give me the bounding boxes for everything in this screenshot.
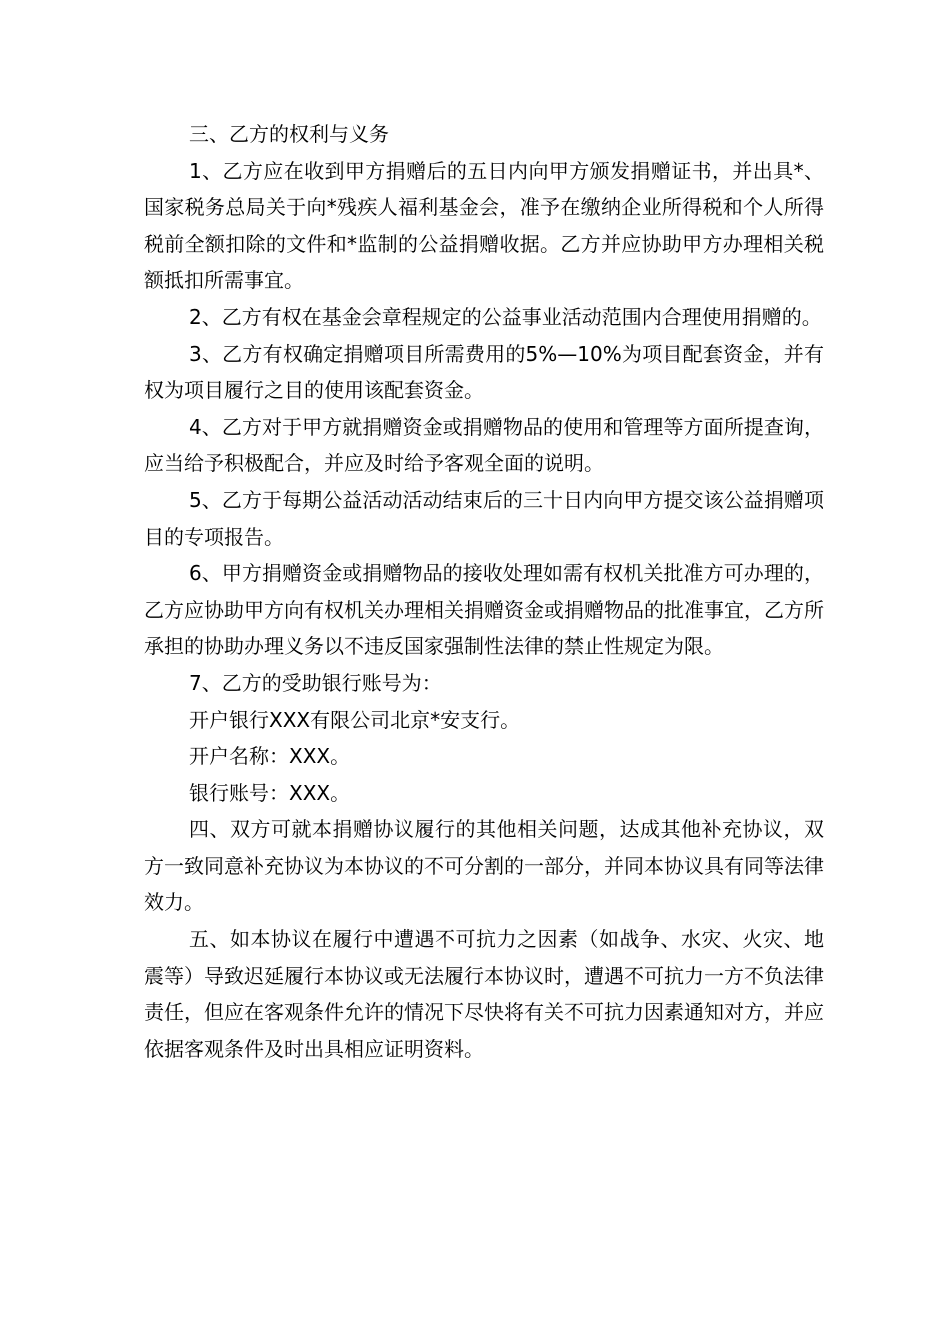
paragraph-item-1: 1、乙方应在收到甲方捐赠后的五日内向甲方颁发捐赠证书，并出具*、国家税务总局关于向*残疾人福利基金会，准予在缴纳企业所得税和个人所得税前全额扣除的文件和*监制的公益捐赠收据。乙方并应协助甲方办理相关税额抵扣所需事宜。 (144, 158, 824, 293)
account-name-line: 开户名称：XXX。 (189, 744, 351, 769)
paragraph-item-5: 5、乙方于每期公益活动活动结束后的三十日内向甲方提交该公益捐赠项目的专项报告。 (144, 487, 824, 549)
paragraph-item-6: 6、甲方捐赠资金或捐赠物品的接收处理如需有权机关批准方可办理的，乙方应协助甲方向有权机关办理相关捐赠资金或捐赠物品的批准事宜，乙方所承担的协助办理义务以不违反国家强制性法律的禁止性规定为限。 (144, 561, 824, 659)
paragraph-item-4: 4、乙方对于甲方就捐赠资金或捐赠物品的使用和管理等方面所提查询，应当给予积极配合，并应及时给予客观全面的说明。 (144, 414, 824, 476)
document-body (144, 116, 824, 1067)
paragraph-item-7: 7、乙方的受助银行账号为： (189, 670, 442, 695)
paragraph-section-5: 五、如本协议在履行中遭遇不可抗力之因素（如战争、水灾、火灾、地震等）导致迟延履行本协议或无法履行本协议时，遭遇不可抗力一方不负法律责任，但应在客观条件允许的情况下尽快将有关不可抗力因素通知对方，并应依据客观条件及时出具相应证明资料。 (144, 927, 824, 1061)
paragraph-item-3: 3、乙方有权确定捐赠项目所需费用的5%—10%为项目配套资金，并有权为项目履行之目的使用该配套资金。 (144, 341, 824, 403)
paragraph-item-2: 2、乙方有权在基金会章程规定的公益事业活动范围内合理使用捐赠的。 (189, 304, 822, 329)
bank-line: 开户银行XXX有限公司北京*安支行。 (189, 707, 521, 732)
section-heading-rights-obligations: 三、乙方的权利与义务 (189, 122, 389, 146)
account-number-line: 银行账号：XXX。 (189, 780, 351, 805)
paragraph-section-4: 四、双方可就本捐赠协议履行的其他相关问题，达成其他补充协议，双方一致同意补充协议为本协议的不可分割的一部分，并同本协议具有同等法律效力。 (144, 817, 824, 915)
